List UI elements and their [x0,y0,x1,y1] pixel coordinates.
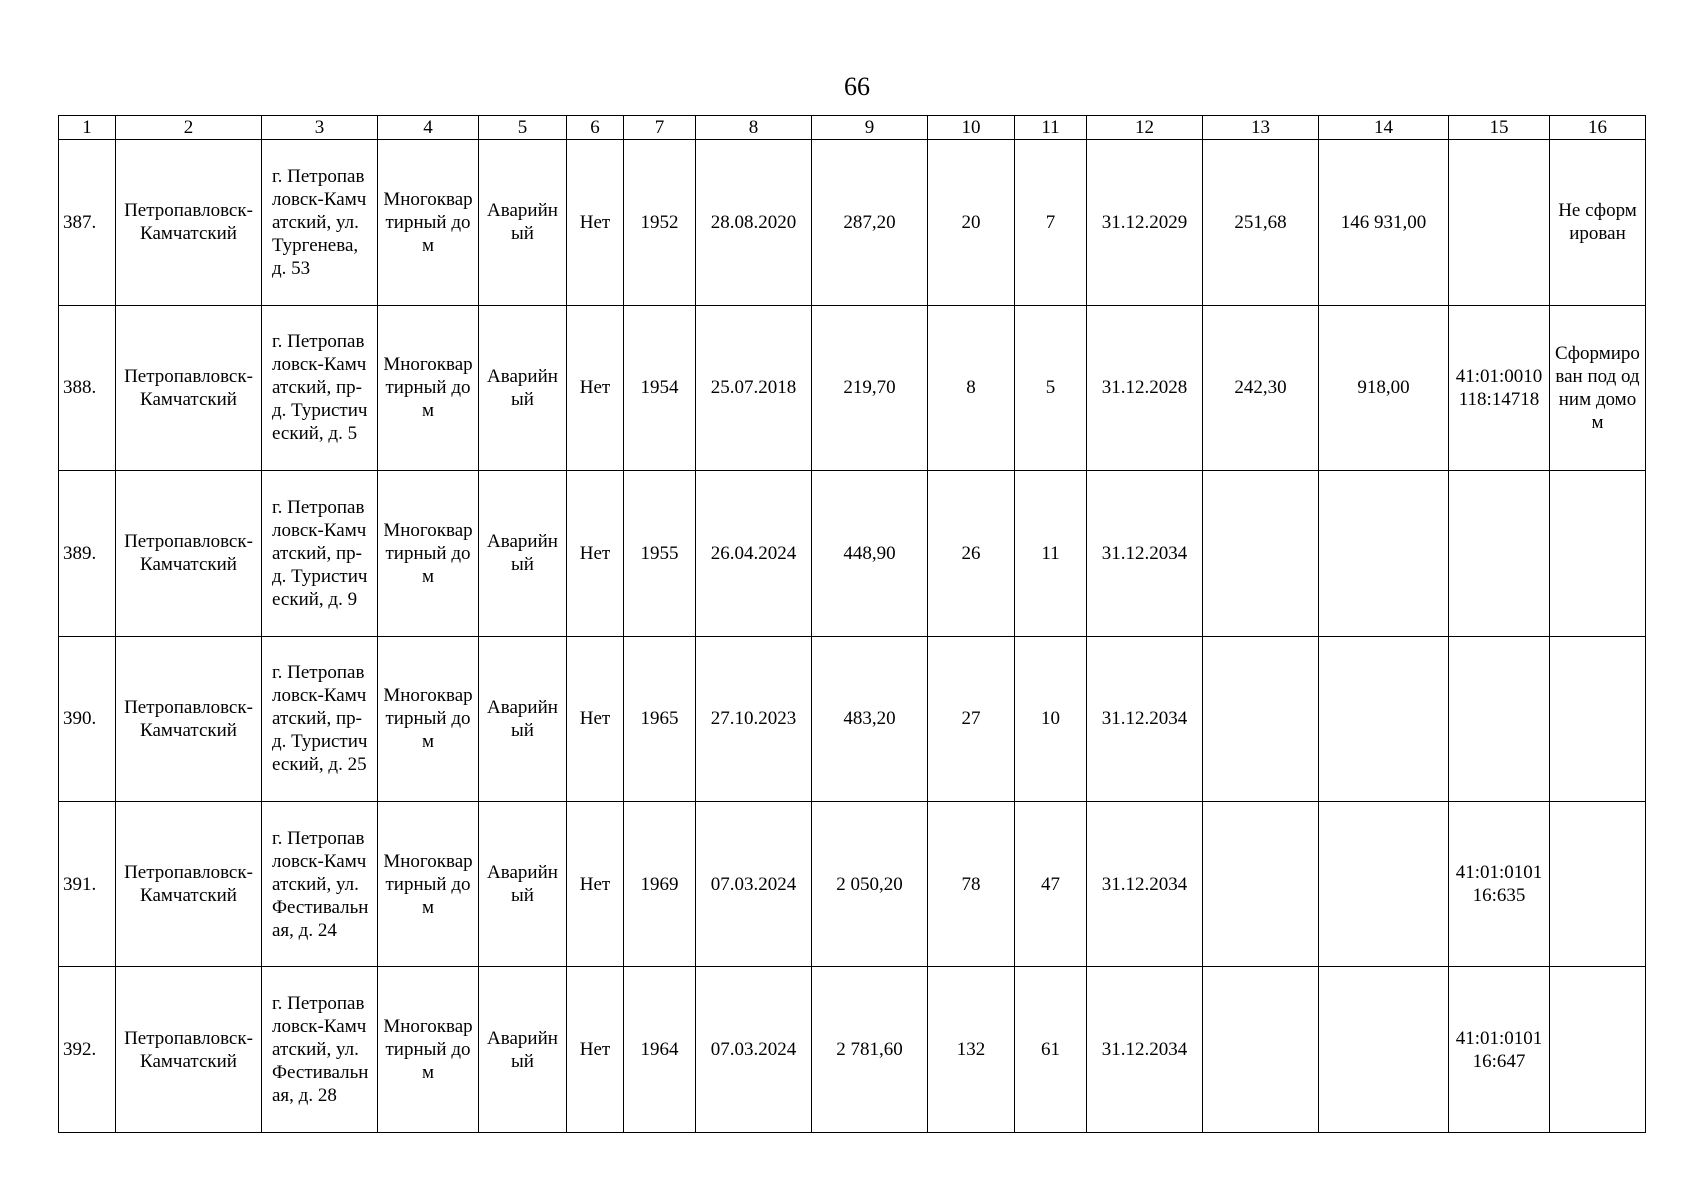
col13-cell [1203,967,1319,1133]
date-cell: 25.07.2018 [696,305,812,470]
col6-cell: Нет [567,140,624,305]
address-cell: г. Петропавловск-Камчатский, ул. Фестивальная, д. 24 [262,802,378,967]
building-type-cell: Многоквартирный дом [378,802,479,967]
header-row [59,116,1646,140]
date-cell: 07.03.2024 [696,802,812,967]
municipality-cell: Петропавловск-Камчатский [116,140,262,305]
year-cell: 1954 [624,305,696,470]
col11-cell: 47 [1015,802,1087,967]
table-row [59,140,1646,305]
col13-cell [1203,636,1319,801]
header-cell: 15 [1449,116,1550,140]
col14-cell [1319,967,1449,1133]
cadastral-number-cell [1449,636,1550,801]
area-cell: 483,20 [812,636,928,801]
deadline-cell: 31.12.2034 [1087,636,1203,801]
col11-cell: 10 [1015,636,1087,801]
col10-cell: 132 [928,967,1015,1133]
col6-cell: Нет [567,802,624,967]
table-row [59,636,1646,801]
col13-cell: 251,68 [1203,140,1319,305]
land-status-cell [1550,967,1646,1133]
col11-cell: 11 [1015,471,1087,636]
condition-cell: Аварийный [479,305,567,470]
header-cell: 3 [262,116,378,140]
date-cell: 28.08.2020 [696,140,812,305]
year-cell: 1955 [624,471,696,636]
header-cell: 8 [696,116,812,140]
land-status-cell: Сформирован под одним домом [1550,305,1646,470]
col14-cell: 918,00 [1319,305,1449,470]
row-number: 391. [59,802,116,967]
header-cell: 9 [812,116,928,140]
area-cell: 287,20 [812,140,928,305]
address-cell: г. Петропавловск-Камчатский, пр-д. Туристический, д. 5 [262,305,378,470]
cadastral-number-cell [1449,471,1550,636]
col10-cell: 78 [928,802,1015,967]
col10-cell: 20 [928,140,1015,305]
col6-cell: Нет [567,636,624,801]
building-type-cell: Многоквартирный дом [378,636,479,801]
row-number: 389. [59,471,116,636]
deadline-cell: 31.12.2034 [1087,802,1203,967]
table-row [59,802,1646,967]
row-number: 387. [59,140,116,305]
col6-cell: Нет [567,305,624,470]
page-number: 66 [844,72,870,101]
col10-cell: 8 [928,305,1015,470]
land-status-cell [1550,802,1646,967]
col11-cell: 5 [1015,305,1087,470]
address-cell: г. Петропавловск-Камчатский, ул. Тургенева, д. 53 [262,140,378,305]
date-cell: 27.10.2023 [696,636,812,801]
row-number: 388. [59,305,116,470]
condition-cell: Аварийный [479,140,567,305]
deadline-cell: 31.12.2028 [1087,305,1203,470]
header-cell: 13 [1203,116,1319,140]
header-cell: 11 [1015,116,1087,140]
municipality-cell: Петропавловск-Камчатский [116,967,262,1133]
table-row [59,967,1646,1133]
cadastral-number-cell [1449,140,1550,305]
header-cell: 10 [928,116,1015,140]
col13-cell [1203,471,1319,636]
col14-cell: 146 931,00 [1319,140,1449,305]
address-cell: г. Петропавловск-Камчатский, ул. Фестивальная, д. 28 [262,967,378,1133]
deadline-cell: 31.12.2029 [1087,140,1203,305]
header-cell: 1 [59,116,116,140]
cadastral-number-cell: 41:01:010116:647 [1449,967,1550,1133]
header-cell: 12 [1087,116,1203,140]
municipality-cell: Петропавловск-Камчатский [116,802,262,967]
area-cell: 2 050,20 [812,802,928,967]
col10-cell: 26 [928,471,1015,636]
date-cell: 07.03.2024 [696,967,812,1133]
col13-cell [1203,802,1319,967]
header-cell: 2 [116,116,262,140]
building-type-cell: Многоквартирный дом [378,140,479,305]
date-cell: 26.04.2024 [696,471,812,636]
header-cell: 4 [378,116,479,140]
condition-cell: Аварийный [479,636,567,801]
building-type-cell: Многоквартирный дом [378,471,479,636]
col13-cell: 242,30 [1203,305,1319,470]
address-cell: г. Петропавловск-Камчатский, пр-д. Туристический, д. 25 [262,636,378,801]
header-cell: 16 [1550,116,1646,140]
cadastral-number-cell: 41:01:0010118:14718 [1449,305,1550,470]
area-cell: 448,90 [812,471,928,636]
col14-cell [1319,636,1449,801]
header-cell: 6 [567,116,624,140]
col11-cell: 7 [1015,140,1087,305]
condition-cell: Аварийный [479,967,567,1133]
col10-cell: 27 [928,636,1015,801]
row-number: 392. [59,967,116,1133]
year-cell: 1965 [624,636,696,801]
municipality-cell: Петропавловск-Камчатский [116,471,262,636]
row-number: 390. [59,636,116,801]
deadline-cell: 31.12.2034 [1087,471,1203,636]
municipality-cell: Петропавловск-Камчатский [116,305,262,470]
col14-cell [1319,802,1449,967]
table-row [59,471,1646,636]
header-cell: 5 [479,116,567,140]
building-type-cell: Многоквартирный дом [378,967,479,1133]
header-cell: 14 [1319,116,1449,140]
col6-cell: Нет [567,471,624,636]
year-cell: 1964 [624,967,696,1133]
land-status-cell: Не сформирован [1550,140,1646,305]
building-type-cell: Многоквартирный дом [378,305,479,470]
year-cell: 1969 [624,802,696,967]
table-row [59,305,1646,470]
condition-cell: Аварийный [479,802,567,967]
address-cell: г. Петропавловск-Камчатский, пр-д. Туристический, д. 9 [262,471,378,636]
year-cell: 1952 [624,140,696,305]
land-status-cell [1550,471,1646,636]
cadastral-number-cell: 41:01:010116:635 [1449,802,1550,967]
land-status-cell [1550,636,1646,801]
col11-cell: 61 [1015,967,1087,1133]
municipality-cell: Петропавловск-Камчатский [116,636,262,801]
header-cell: 7 [624,116,696,140]
area-cell: 2 781,60 [812,967,928,1133]
col14-cell [1319,471,1449,636]
housing-register-table [58,115,1646,1133]
condition-cell: Аварийный [479,471,567,636]
area-cell: 219,70 [812,305,928,470]
col6-cell: Нет [567,967,624,1133]
deadline-cell: 31.12.2034 [1087,967,1203,1133]
